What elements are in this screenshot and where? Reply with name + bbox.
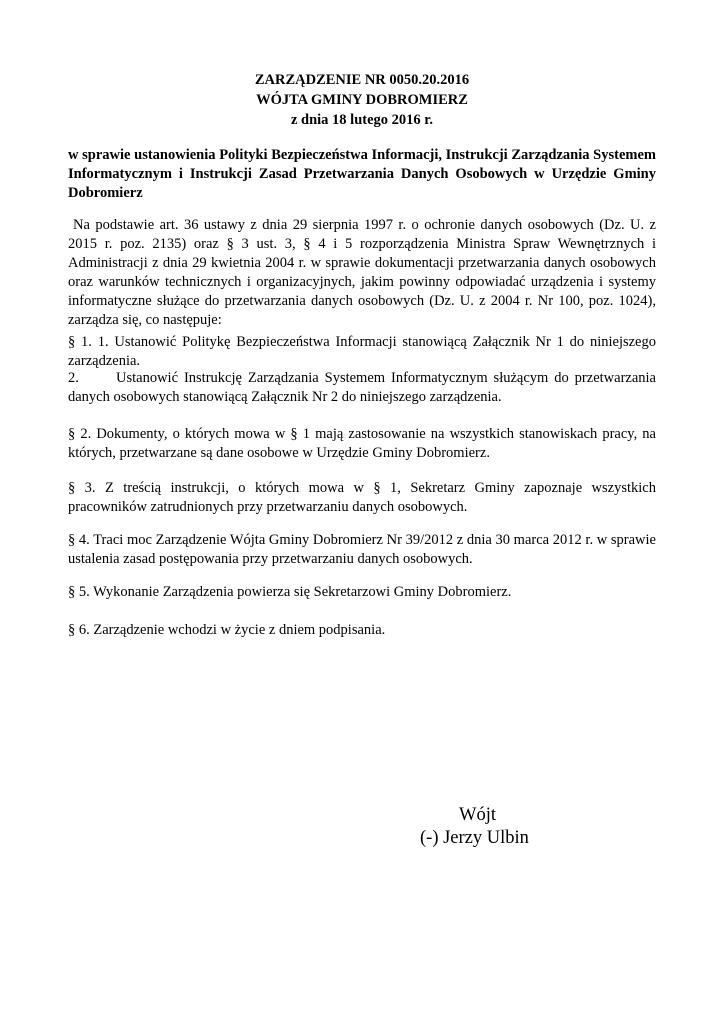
paragraph-5: § 5. Wykonanie Zarządzenia powierza się Sekretarzowi Gminy Dobromierz. [68, 584, 512, 600]
issuer-title: WÓJTA GMINY DOBROMIERZ [256, 92, 468, 108]
paragraph-2: § 2. Dokumenty, o których mowa w § 1 mają zastosowanie na wszystkich stanowiskach pracy, na których, przetwarzane są dane osobowe w Urzędzie Gminy Dobromierz. [68, 426, 656, 461]
document-subject: w sprawie ustanowienia Polityki Bezpieczeństwa Informacji, Instrukcji Zarządzania Systemem Informatycznym i Instrukcji Zasad Przetwarzania Danych Osobowych w Urzędzie Gminy Dobromierz [68, 147, 656, 201]
paragraph-4: § 4. Traci moc Zarządzenie Wójta Gminy Dobromierz Nr 39/2012 z dnia 30 marca 2012 r. w sprawie ustalenia zasad postępowania przy przetwarzaniu danych osobowych. [68, 532, 656, 567]
paragraph-3: § 3. Z treścią instrukcji, o których mowa w § 1, Sekretarz Gminy zapoznaje wszystkich pracowników zatrudnionych przy przetwarzaniu danych osobowych. [68, 480, 656, 515]
signature-title: Wójt [459, 805, 496, 825]
legal-basis-preamble: Na podstawie art. 36 ustawy z dnia 29 sierpnia 1997 r. o ochronie danych osobowych (Dz. U. z 2015 r. poz. 2135) oraz § 3 ust. 3, § 4 i 5 rozporządzenia Ministra Spraw Wewnętrznych i Administracji z dnia 29 kwietnia 2004 r. w sprawie dokumentacji przetwarzania danych osobowych oraz warunków technicznych i organizacyjnych, jakim powinny odpowiadać urządzenia i systemy informatyczne służące do przetwarzania danych osobowych (Dz. U. z 2004 r. Nr 100, poz. 1024), zarządza się, co następuje: [68, 217, 656, 328]
paragraph-6: § 6. Zarządzenie wchodzi w życie z dniem podpisania. [68, 622, 386, 638]
paragraph-1-item-2-text: Ustanowić Instrukcję Zarządzania Systemem Informatycznym służącym do przetwarzania danych osobowych stanowiącą Załącznik Nr 2 do niniejszego zarządzenia. [68, 370, 656, 405]
paragraph-1-item-1: § 1. 1. Ustanowić Politykę Bezpieczeństwa Informacji stanowiącą Załącznik Nr 1 do niniejszego zarządzenia. [68, 334, 656, 369]
document-date: z dnia 18 lutego 2016 r. [290, 112, 434, 128]
paragraph-1-item-2 [68, 369, 656, 407]
document-title: ZARZĄDZENIE NR 0050.20.2016 [254, 72, 470, 88]
paragraph-1-item-2-number: 2. [68, 370, 79, 386]
signature-name: (-) Jerzy Ulbin [420, 828, 529, 848]
